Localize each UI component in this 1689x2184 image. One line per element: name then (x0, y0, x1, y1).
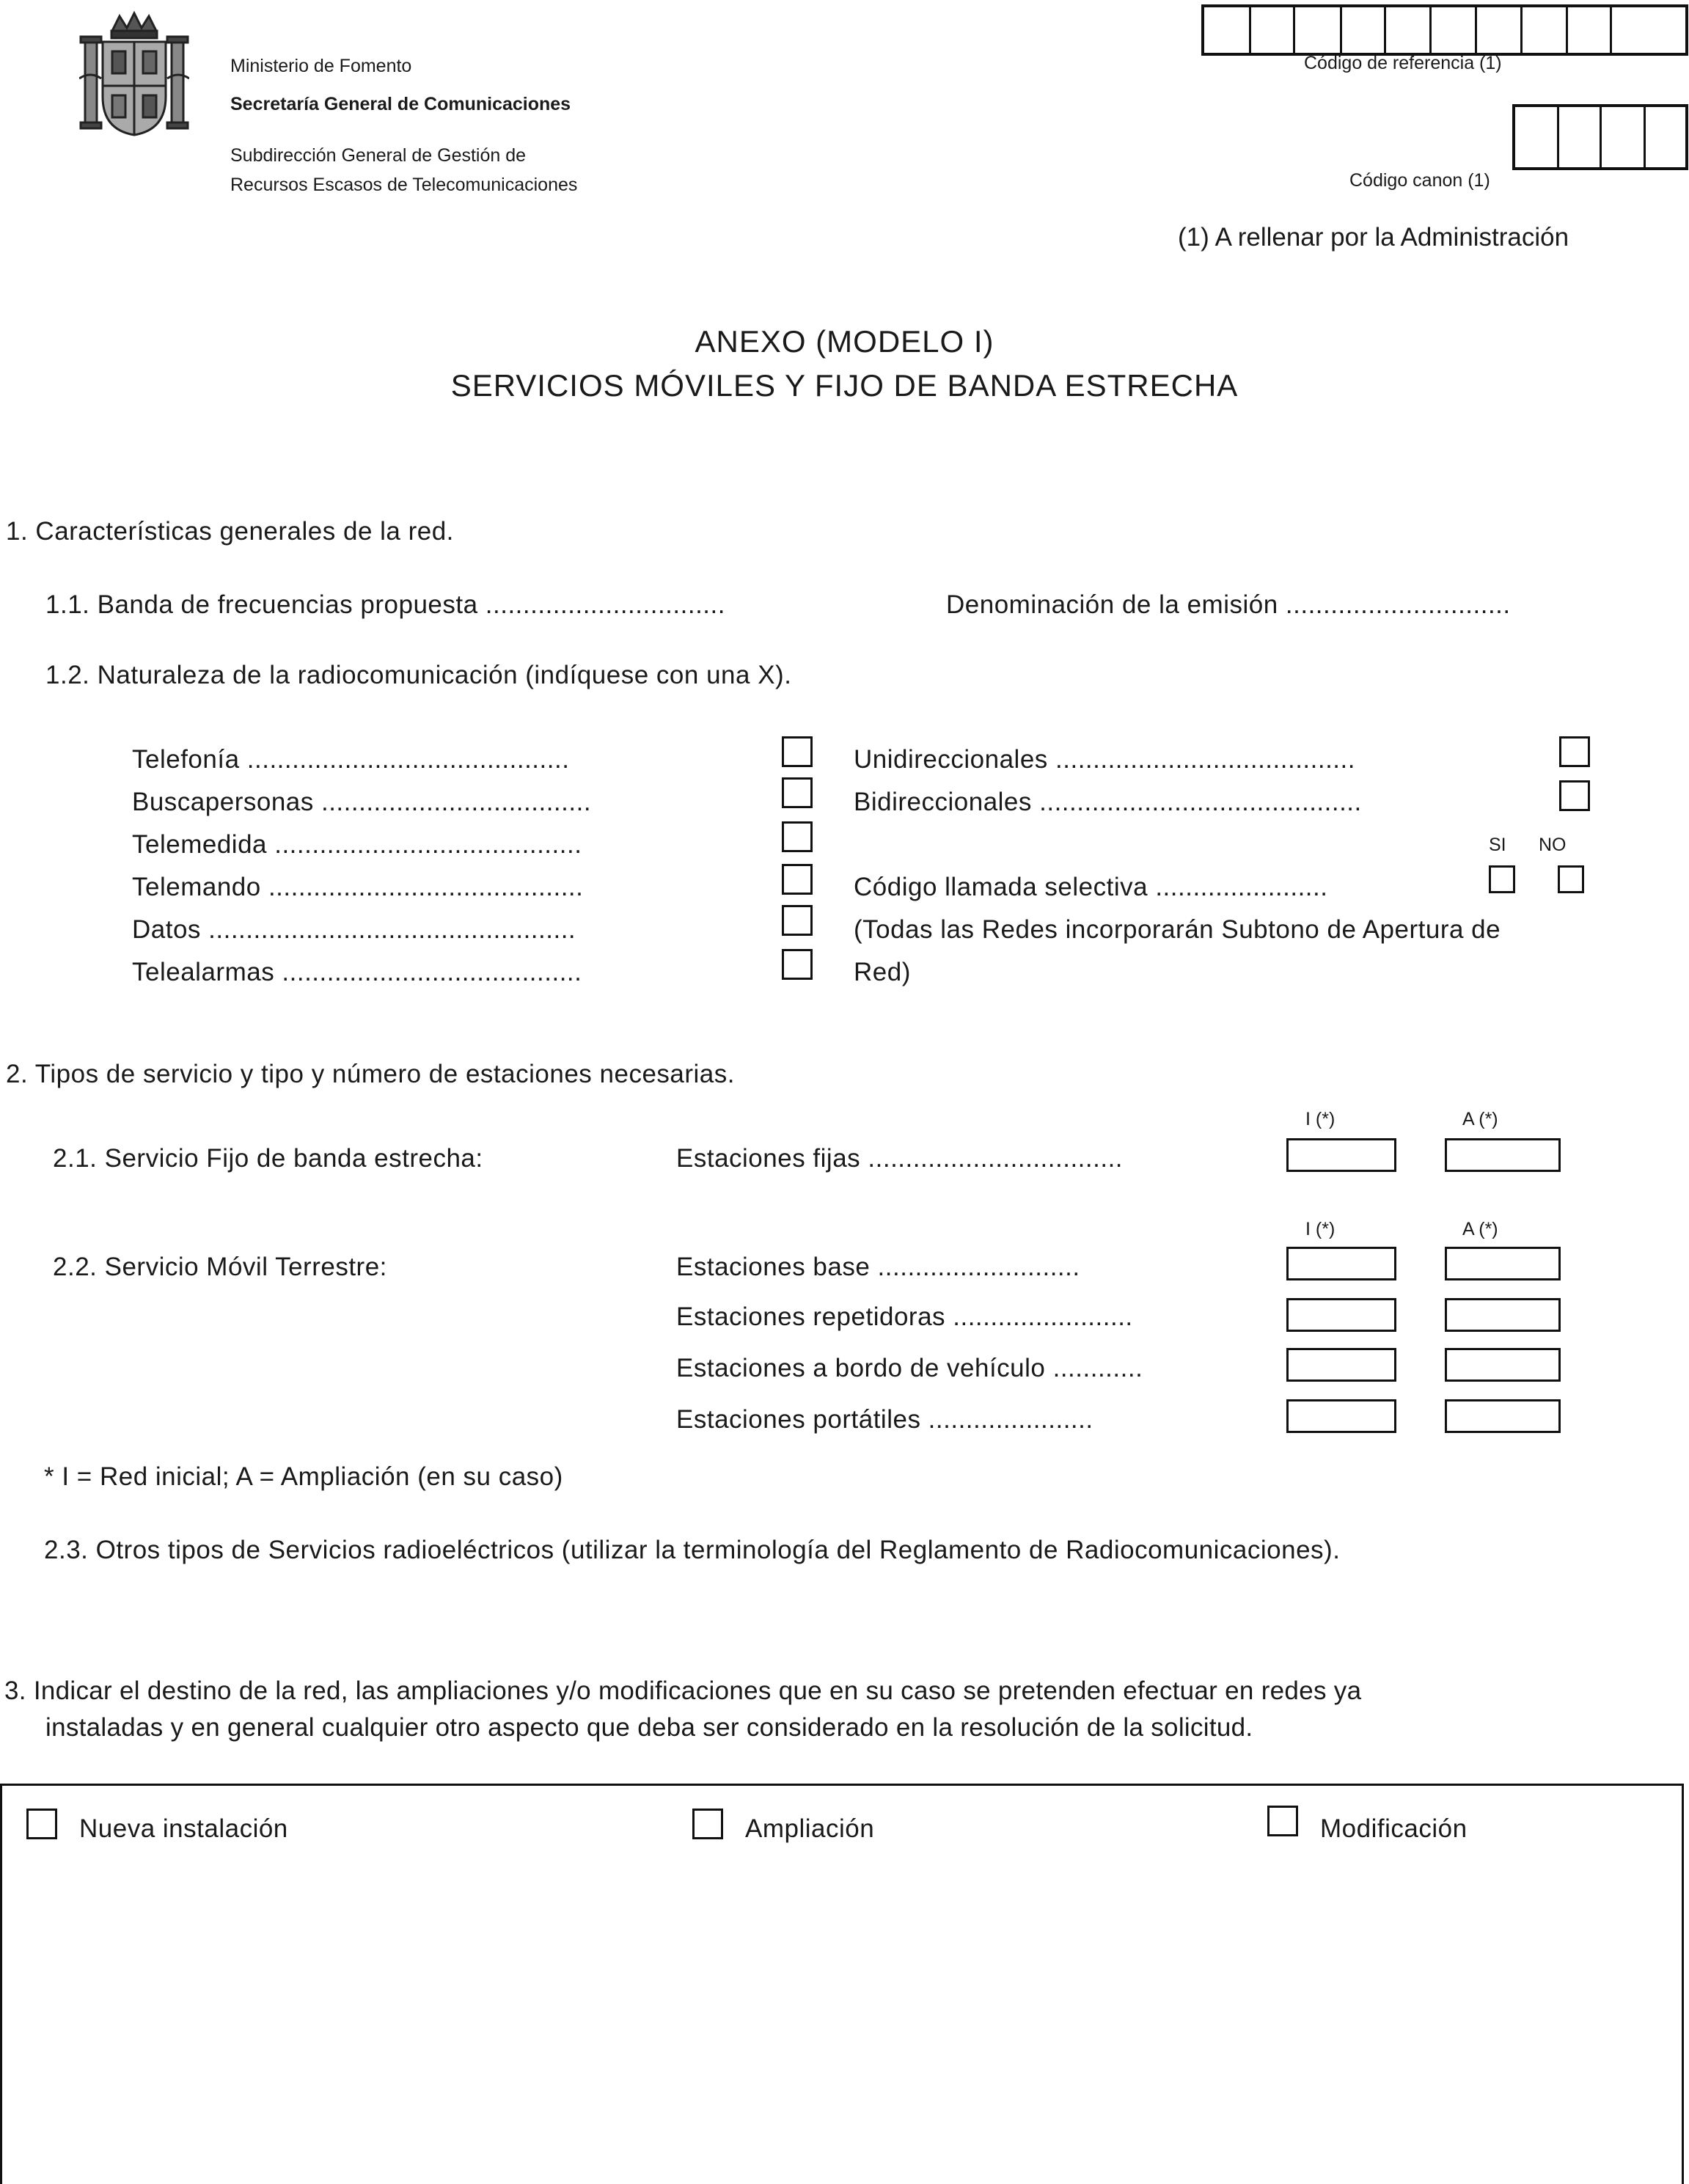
telemedida-checkbox[interactable] (782, 821, 813, 852)
fixed-service-label: 2.1. Servicio Fijo de banda estrecha: (53, 1144, 483, 1173)
repeater-stations-label: Estaciones repetidoras ........................ (676, 1302, 1133, 1331)
repeater-stations-initial-field[interactable] (1286, 1298, 1396, 1332)
base-stations-label: Estaciones base ........................... (676, 1253, 1080, 1281)
telealarmas-checkbox[interactable] (782, 949, 813, 980)
subdirectorate-line2: Recursos Escasos de Telecomunicaciones (230, 175, 578, 195)
subtone-note-line1: (Todas las Redes incorporarán Subtono de Apertura de (854, 915, 1501, 944)
frequency-band-label: 1.1. Banda de frecuencias propuesta ................................ (45, 590, 725, 619)
reference-code-cell[interactable] (1386, 7, 1432, 53)
reference-code-label: Código de referencia (1) (1304, 53, 1502, 73)
extension-checkbox[interactable] (692, 1809, 723, 1839)
section-1-heading: 1. Características generales de la red. (6, 517, 454, 546)
form-subtitle: SERVICIOS MÓVILES Y FIJO DE BANDA ESTRECHA (450, 368, 1239, 403)
canon-code-cell[interactable] (1515, 107, 1559, 167)
reference-code-cell[interactable] (1432, 7, 1477, 53)
repeater-stations-extension-field[interactable] (1445, 1298, 1561, 1332)
reference-code-cell[interactable] (1295, 7, 1342, 53)
new-installation-checkbox[interactable] (26, 1809, 57, 1839)
option-telemedida-label: Telemedida ......................................... (132, 830, 582, 859)
base-stations-initial-field[interactable] (1286, 1247, 1396, 1280)
subdirectorate-line1: Subdirección General de Gestión de (230, 145, 527, 166)
si-column-label: SI (1489, 835, 1506, 855)
option-telefonia-label: Telefonía ........................................... (132, 745, 570, 774)
secretariat-name: Secretaría General de Comunicaciones (230, 94, 571, 114)
reference-code-cell[interactable] (1342, 7, 1386, 53)
section-3-line2: instaladas y en general cualquier otro aspecto que deba ser considerado en la resolución de la solicitud. (45, 1713, 1253, 1742)
telefonia-checkbox[interactable] (782, 736, 813, 767)
base-stations-extension-field[interactable] (1445, 1247, 1561, 1280)
option-datos-label: Datos ................................................. (132, 915, 576, 944)
fixed-stations-initial-field[interactable] (1286, 1138, 1396, 1172)
telemando-checkbox[interactable] (782, 864, 813, 895)
fixed-stations-label: Estaciones fijas .................................. (676, 1144, 1124, 1173)
emission-designation-label: Denominación de la emisión .............................. (946, 590, 1511, 619)
reference-code-cell[interactable] (1568, 7, 1612, 53)
reference-code-cell[interactable] (1477, 7, 1523, 53)
extension-column-label-fixed: A (*) (1462, 1109, 1498, 1129)
reference-code-cell[interactable] (1523, 7, 1568, 53)
canon-code-label: Código canon (1) (1349, 170, 1490, 191)
reference-code-cell[interactable] (1251, 7, 1295, 53)
reference-code-cell[interactable] (1612, 7, 1685, 53)
canon-code-field[interactable] (1512, 104, 1688, 170)
vehicle-stations-extension-field[interactable] (1445, 1348, 1561, 1382)
option-unidireccionales-label: Unidireccionales ........................................ (854, 745, 1355, 774)
option-buscapersonas-label: Buscapersonas .................................... (132, 788, 592, 816)
canon-code-cell[interactable] (1559, 107, 1602, 167)
section-3-line1: 3. Indicar el destino de la red, las ampliaciones y/o modificaciones que en su caso se pretenden efectuar en redes ya (4, 1677, 1362, 1705)
option-telealarmas-label: Telealarmas ........................................ (132, 958, 582, 986)
portable-stations-initial-field[interactable] (1286, 1399, 1396, 1433)
canon-code-cell[interactable] (1602, 107, 1646, 167)
buscapersonas-checkbox[interactable] (782, 777, 813, 808)
bidireccionales-checkbox[interactable] (1559, 780, 1590, 811)
selective-call-label: Código llamada selectiva ....................... (854, 873, 1328, 901)
admin-note: (1) A rellenar por la Administración (1178, 223, 1569, 252)
extension-label: Ampliación (745, 1814, 875, 1843)
extension-column-label-mobile: A (*) (1462, 1219, 1498, 1239)
no-column-label: NO (1539, 835, 1567, 855)
portable-stations-extension-field[interactable] (1445, 1399, 1561, 1433)
option-bidireccionales-label: Bidireccionales ........................................... (854, 788, 1362, 816)
vehicle-stations-label: Estaciones a bordo de vehículo ............ (676, 1354, 1143, 1382)
initial-column-label-mobile: I (*) (1305, 1219, 1336, 1239)
other-services-label: 2.3. Otros tipos de Servicios radioeléctricos (utilizar la terminología del Reglamento de Radiocomunicaciones). (44, 1536, 1341, 1564)
reference-code-field[interactable] (1201, 4, 1688, 56)
form-title: ANEXO (MODELO I) (695, 324, 994, 359)
unidireccionales-checkbox[interactable] (1559, 736, 1590, 767)
modification-checkbox[interactable] (1267, 1806, 1298, 1836)
vehicle-stations-initial-field[interactable] (1286, 1348, 1396, 1382)
radiocommunication-nature-label: 1.2. Naturaleza de la radiocomunicación (indíquese con una X). (45, 661, 792, 689)
coat-of-arms-emblem (79, 9, 189, 138)
station-footnote: * I = Red inicial; A = Ampliación (en su caso) (44, 1462, 563, 1491)
subtone-note-line2: Red) (854, 958, 911, 986)
reference-code-cell[interactable] (1204, 7, 1251, 53)
portable-stations-label: Estaciones portátiles ...................... (676, 1405, 1093, 1434)
selective-call-no-checkbox[interactable] (1558, 865, 1584, 893)
fixed-stations-extension-field[interactable] (1445, 1138, 1561, 1172)
initial-column-label-fixed: I (*) (1305, 1109, 1336, 1129)
mobile-service-label: 2.2. Servicio Móvil Terrestre: (53, 1253, 387, 1281)
selective-call-si-checkbox[interactable] (1489, 865, 1515, 893)
ministry-name: Ministerio de Fomento (230, 56, 412, 76)
canon-code-cell[interactable] (1646, 107, 1685, 167)
section-2-heading: 2. Tipos de servicio y tipo y número de estaciones necesarias. (6, 1060, 735, 1088)
new-installation-label: Nueva instalación (79, 1814, 288, 1843)
datos-checkbox[interactable] (782, 905, 813, 936)
option-telemando-label: Telemando .......................................... (132, 873, 584, 901)
modification-label: Modificación (1320, 1814, 1468, 1843)
